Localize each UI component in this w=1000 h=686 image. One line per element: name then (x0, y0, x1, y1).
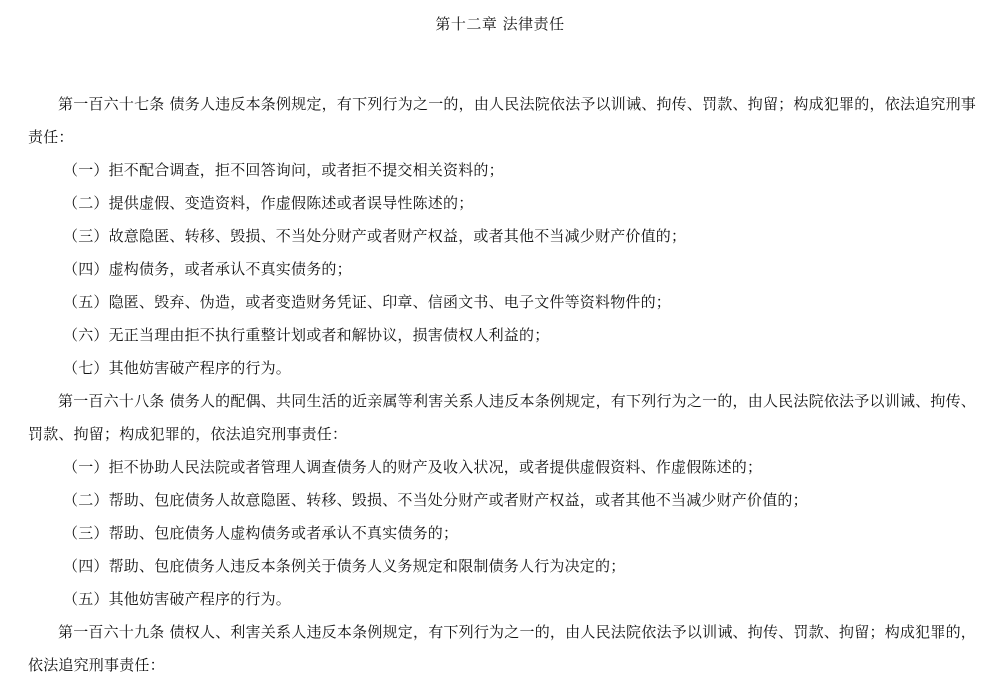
article-168-item-1: （一）拒不协助人民法院或者管理人调查债务人的财产及收入状况，或者提供虚假资料、作虚假陈述的； (63, 458, 763, 476)
article-167-item-5: （五）隐匿、毁弃、伪造，或者变造财务凭证、印章、信函文书、电子文件等资料物件的； (63, 293, 672, 311)
document-body (28, 88, 976, 682)
article-167-item-6: （六）无正当理由拒不执行重整计划或者和解协议，损害债权人利益的； (63, 326, 550, 344)
chapter-title: 第十二章 法律责任 (435, 15, 565, 33)
article-168-item-3: （三）帮助、包庇债务人虚构债务或者承认不真实债务的； (63, 524, 459, 542)
article-168-item-2: （二）帮助、包庇债务人故意隐匿、转移、毁损、不当处分财产或者财产权益，或者其他不当减少财产价值的； (63, 491, 808, 509)
article-167: 第一百六十七条 债务人违反本条例规定，有下列行为之一的，由人民法院依法予以训诫、拘传、罚款、拘留；构成犯罪的，依法追究刑事责任： (28, 95, 976, 146)
article-167-item-2: （二）提供虚假、变造资料，作虚假陈述或者误导性陈述的； (63, 194, 474, 212)
article-167-item-4: （四）虚构债务，或者承认不真实债务的； (63, 260, 352, 278)
article-167-item-1: （一）拒不配合调查，拒不回答询问，或者拒不提交相关资料的； (63, 161, 504, 179)
article-167-item-3: （三）故意隐匿、转移、毁损、不当处分财产或者财产权益，或者其他不当减少财产价值的； (63, 227, 687, 245)
article-168-item-4: （四）帮助、包庇债务人违反本条例关于债务人义务规定和限制债务人行为决定的； (63, 557, 626, 575)
article-167-item-7: （七）其他妨害破产程序的行为。 (63, 359, 292, 377)
article-168: 第一百六十八条 债务人的配偶、共同生活的近亲属等利害关系人违反本条例规定，有下列行为之一的，由人民法院依法予以训诫、拘传、罚款、拘留；构成犯罪的，依法追究刑事责任： (28, 392, 976, 443)
article-168-item-5: （五）其他妨害破产程序的行为。 (63, 590, 292, 608)
article-169: 第一百六十九条 债权人、利害关系人违反本条例规定，有下列行为之一的，由人民法院依法予以训诫、拘传、罚款、拘留；构成犯罪的，依法追究刑事责任： (28, 623, 976, 674)
